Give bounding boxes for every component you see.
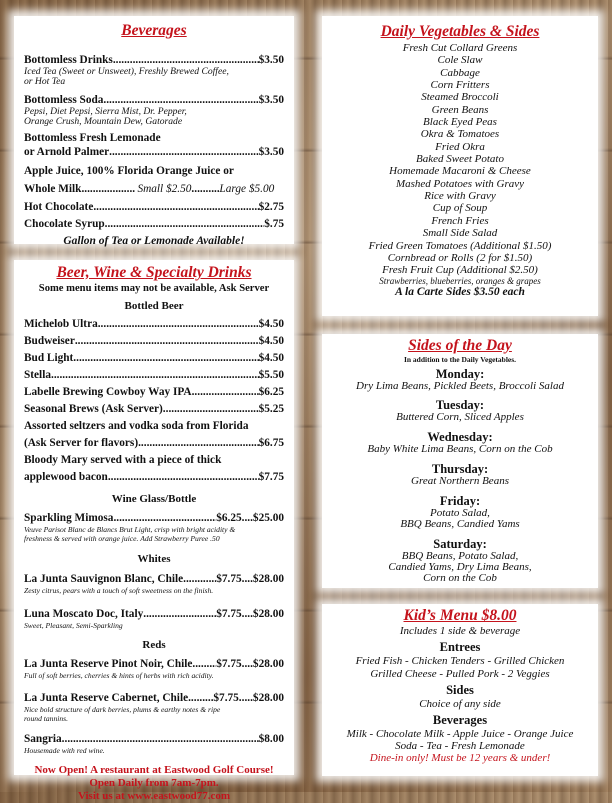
menu-item-line1: Bottomless Fresh Lemonade — [24, 132, 161, 144]
menu-item: La Junta Reserve Pinot Noir, Chile ..... $7.75....$28.00 — [24, 657, 284, 671]
menu-item: applewood bacon ..... $7.75 — [24, 470, 284, 484]
beverages-title: Beverages — [121, 22, 187, 39]
list-item: Cornbread or Rolls (2 for $1.50) — [387, 251, 533, 264]
list-item: Green Beans — [431, 103, 489, 116]
menu-item: Bottomless Soda ..... $3.50 — [24, 93, 284, 107]
kids-menu-panel — [322, 604, 598, 776]
menu-item: Whole Milk ..... Small $2.50 ..... Large $5.00 — [24, 182, 284, 196]
list-item: French Fries — [431, 214, 489, 227]
list-item: Steamed Broccoli — [421, 91, 499, 104]
menu-item: or Arnold Palmer ..... $3.50 — [24, 145, 284, 159]
list-item: Small Side Salad — [422, 227, 498, 240]
day-friday: Friday: Potato Salad, BBQ Beans, Candied Yams — [400, 494, 520, 530]
list-item: Homemade Macaroni & Cheese — [389, 165, 531, 178]
kids-beverages-header: Beverages — [432, 713, 488, 727]
kids-beverages-line2: Soda - Tea - Fresh Lemonade — [395, 740, 525, 752]
sides-title: Sides of the Day — [408, 337, 512, 354]
menu-item: Budweiser ..... $4.50 — [24, 334, 284, 348]
list-item: Fried Green Tomatoes (Additional $1.50) — [368, 239, 552, 252]
kids-title: Kid’s Menu $8.00 — [403, 607, 517, 624]
entrees-line2: Grilled Cheese - Pulled Pork - 2 Veggies — [370, 668, 550, 680]
list-item: Fresh Cut Collard Greens — [402, 42, 518, 54]
menu-item: Sparkling Mimosa ..... $6.25....$25.00 — [24, 511, 284, 525]
menu-item: Sangria ..... $8.00 — [24, 732, 284, 746]
list-item: Black Eyed Peas — [423, 116, 497, 129]
beer-title: Beer, Wine & Specialty Drinks — [56, 264, 252, 281]
menu-item: (Ask Server for flavors) ..... $6.75 — [24, 436, 284, 450]
day-saturday: Saturday: BBQ Beans, Potato Salad, Candied Yams, Dry Lima Beans, Corn on the Cob — [388, 537, 532, 584]
kids-beverages-line1: Milk - Chocolate Milk - Apple Juice - Orange Juice — [346, 728, 574, 740]
beer-subtitle: Some menu items may not be available, Ask Server — [38, 283, 270, 294]
menu-item: Bottomless Drinks ..... $3.50 — [24, 53, 284, 67]
sides-of-the-day-panel — [322, 334, 598, 588]
kids-subtitle: Includes 1 side & beverage — [399, 625, 521, 637]
menu-item: Labelle Brewing Cowboy Way IPA ..... $6.25 — [24, 385, 284, 399]
day-thursday: Thursday: Great Northern Beans — [411, 462, 509, 487]
fruit-note: Strawberries, blueberries, oranges & grapes — [379, 275, 541, 286]
menu-item-line1: Bloody Mary served with a piece of thick — [24, 454, 222, 466]
list-item: Baked Sweet Potato — [416, 153, 504, 166]
day-tuesday: Tuesday: Buttered Corn, Sliced Apples — [396, 398, 524, 423]
veg-title: Daily Vegetables & Sides — [380, 23, 540, 40]
beverages-panel: Beverages Bottomless Drinks ..... $3.50 Iced Tea (Sweet or Unsweet), Freshly Brewed Coffee, or Hot Tea Bottomless Soda ..... $3.50 Pepsi, Diet Pepsi, Sierra Mist, Dr. Pepper, Orange Crush, Mountain Dew, Gatorade Bottomless Fresh Lemonade or Arnold Palmer ..... $3.50 Apple Juice, 100% Florida Orange Juice or Whole Milk ..... Small $2.50 ..... Large $5.00 Hot Chocolate ..... $2.75 Chocolate Syrup ..... $.75 Gallon of Tea or Lemonade Available! — [14, 16, 294, 244]
bottled-header: Bottled Beer — [124, 300, 184, 312]
promo-hours: Open Daily from 7am-7pm. — [89, 777, 219, 789]
reds-header: Reds — [142, 639, 166, 651]
list-item: Cole Slaw — [437, 54, 483, 67]
kids-sides-text: Choice of any side — [419, 698, 501, 710]
menu-item: Michelob Ultra ..... $4.50 — [24, 317, 284, 331]
list-item: Mashed Potatoes with Gravy — [395, 177, 524, 190]
menu-item: Seasonal Brews (Ask Server) ..... $5.25 — [24, 402, 284, 416]
veg-list — [322, 42, 598, 299]
promo-open: Now Open! A restaurant at Eastwood Golf Course! — [34, 764, 274, 776]
whites-header: Whites — [137, 553, 171, 565]
menu-item: Bud Light ..... $4.50 — [24, 351, 284, 365]
kids-note: Dine-in only! Must be 12 years & under! — [369, 752, 551, 764]
menu-item: Stella ..... $5.50 — [24, 368, 284, 382]
menu-item-line1: Apple Juice, 100% Florida Orange Juice or — [24, 165, 234, 177]
menu-item-line1: Assorted seltzers and vodka soda from Florida — [24, 420, 249, 432]
menu-item: Hot Chocolate ..... $2.75 — [24, 200, 284, 214]
list-item: Cabbage — [440, 66, 480, 79]
sides-subtitle: In addition to the Daily Vegetables. — [403, 355, 517, 364]
menu-item: La Junta Reserve Cabernet, Chile ..... $7.75.....$28.00 — [24, 691, 284, 705]
list-item: Corn Fritters — [430, 79, 490, 92]
list-item: Fresh Fruit Cup (Additional $2.50) — [382, 264, 538, 277]
list-item: Rice with Gravy — [424, 190, 496, 203]
day-wednesday: Wednesday: Baby White Lima Beans, Corn on the Cob — [367, 430, 553, 455]
daily-vegetables-panel — [322, 16, 598, 316]
promo-website[interactable]: Visit us at www.eastwood77.com — [77, 790, 231, 802]
day-monday: Monday: Dry Lima Beans, Pickled Beets, Broccoli Salad — [356, 367, 564, 392]
kids-sides-header: Sides — [446, 683, 474, 697]
menu-item: La Junta Sauvignon Blanc, Chile ..... $7.75....$28.00 — [24, 572, 284, 586]
list-item: Fried Okra — [435, 140, 485, 153]
menu-item: Chocolate Syrup ..... $.75 — [24, 217, 284, 231]
entrees-header: Entrees — [439, 640, 481, 654]
menu-item: Luna Moscato Doc, Italy ..... $7.75....$28.00 — [24, 607, 284, 621]
wine-header: Wine Glass/Bottle — [111, 493, 197, 505]
beer-wine-panel: Beer, Wine & Specialty Drinks Some menu items may not be available, Ask Server Bottled Beer Michelob Ultra ..... $4.50 Budweiser ..... $4.50 Bud Light ..... $4.50 Stella ..... $5.50 Labelle Brewing Cowboy Way IPA ..... $6.25 Seasonal Brews (Ask Server) ..... $5.25 Assorted seltzers and vodka soda from Florida (Ask Server for flavors) ..... $6.75 Bloody Mary served with a piece of thick applewood bacon ..... $7.75 Wine Glass/Bottle Sparkling Mimosa ..... $6.25....$25.00 Veuve Parisot Blanc de Blancs Brut Light, crisp with bright acidity & freshness & served with orange juice. Add Strawberry Puree .50 Whites La Junta Sauvignon Blanc, Chile ..... $7.75....$28.00 Zesty citrus, pears with a touch of soft sweetness on the finish. Luna Moscato Doc, Italy ..... $7.75....$28.00 Sweet, Pleasant, Semi-Sparkling Reds La Junta Reserve Pinot Noir, Chile ..... $7.75....$28.00 Full of soft berries, cherries & hints of herbs with rich acidity. La Junta Reserve Cabernet, Chile ..... $7.75.....$28.00 Nice bold structure of dark berries, plums & earthy notes & ripe round tannins. Sangria ..... $8.00 Housemade with red wine. Now Open! A restaurant at Eastwood Golf Course! Open Daily from 7am-7pm. Visit us at www.eastwood77.com — [14, 260, 294, 775]
list-item: Okra & Tomatoes — [420, 128, 500, 141]
list-item: Cup of Soup — [432, 202, 488, 215]
ala-carte-note: A la Carte Sides $3.50 each — [395, 285, 525, 298]
beverages-note: Gallon of Tea or Lemonade Available! — [63, 235, 245, 247]
entrees-line1: Fried Fish - Chicken Tenders - Grilled Chicken — [355, 655, 565, 667]
